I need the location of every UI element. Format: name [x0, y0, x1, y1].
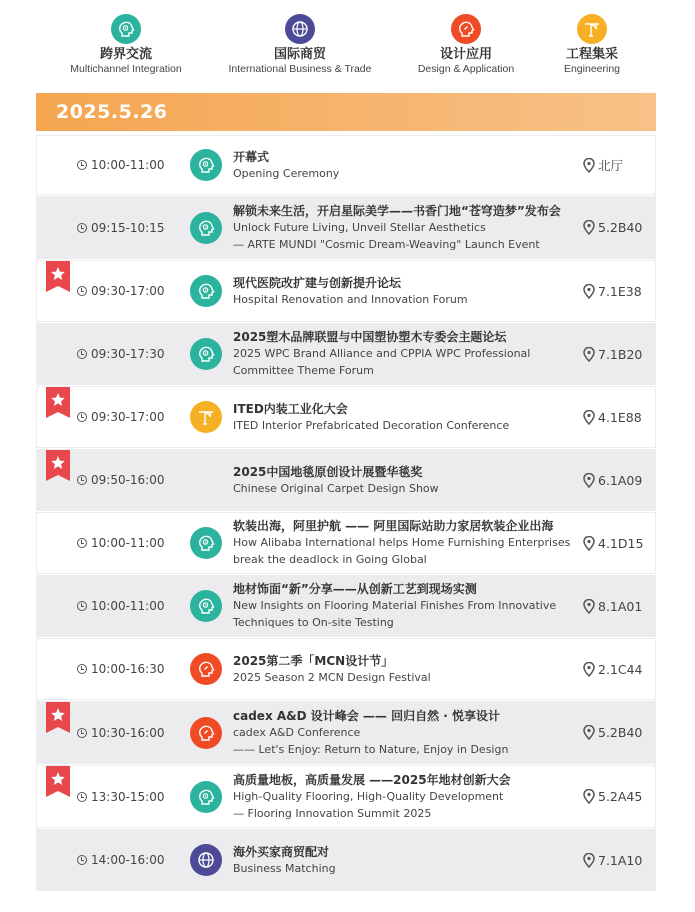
crane-icon — [577, 14, 607, 44]
event-location — [583, 136, 623, 194]
event-time-text: 09:30-17:00 — [91, 284, 165, 298]
clock-icon — [77, 286, 87, 296]
category-subtitle: Design & Application — [417, 63, 515, 75]
location-pin-icon — [583, 536, 595, 551]
star-flag-icon — [46, 702, 70, 733]
event-title-zh: 2025中国地毯原创设计展暨华毯奖 — [233, 464, 423, 479]
event-title-en: ITED Interior Prefabricated Decoration Conference — [233, 418, 510, 432]
event-info — [233, 576, 578, 636]
event-location-text: 北厅 — [598, 158, 624, 173]
date-header: 2025.5.26 — [36, 93, 656, 131]
crane-icon — [190, 401, 222, 433]
location-pin-icon — [583, 473, 595, 488]
clock-icon — [77, 160, 87, 170]
category-subtitle: International Business & Trade — [228, 63, 372, 75]
category-trade[interactable] — [225, 14, 375, 76]
event-title-en: How Alibaba International helps Home Furnishing Enterprises — [233, 536, 571, 549]
star-flag-icon — [46, 450, 70, 481]
event-time — [77, 136, 165, 194]
event-location-text: 5.2B40 — [598, 725, 643, 740]
clock-icon — [77, 475, 87, 485]
event-time-text: 13:30-15:00 — [91, 789, 165, 804]
event-location — [583, 830, 642, 890]
category-subtitle: Multichannel Integration — [70, 63, 182, 75]
head-icon — [190, 275, 222, 307]
event-title-en: 2025 WPC Brand Alliance and CPPIA WPC Professional — [233, 347, 531, 360]
star-flag-icon — [46, 766, 70, 797]
event-time — [77, 576, 165, 636]
event-location-text: 4.1E88 — [598, 409, 642, 425]
event-row[interactable] — [36, 260, 656, 322]
location-pin-icon — [583, 789, 595, 804]
event-info — [233, 450, 578, 510]
clock-icon — [77, 855, 87, 865]
event-row[interactable] — [36, 638, 656, 700]
globe-icon — [285, 14, 315, 44]
clock-icon — [77, 412, 87, 422]
event-row[interactable] — [36, 575, 656, 637]
event-time-text: 10:00-11:00 — [91, 536, 165, 550]
clock-icon — [77, 664, 87, 674]
event-info — [233, 513, 578, 573]
clock-icon — [77, 601, 87, 611]
event-location-text: 8.1A01 — [598, 598, 643, 614]
event-info — [233, 387, 578, 447]
event-time-text: 10:30-16:00 — [91, 725, 165, 740]
event-time — [77, 639, 165, 699]
event-list — [36, 135, 656, 892]
event-location — [583, 513, 643, 573]
event-title-zh: 解锁未来生活，开启星际美学——书香门地“苍穹造梦”发布会 — [233, 203, 561, 218]
event-row[interactable] — [36, 386, 656, 448]
design-icon — [190, 717, 222, 749]
location-pin-icon — [583, 410, 595, 425]
event-title-en: cadex A&D Conference — [233, 725, 361, 739]
event-info — [233, 261, 578, 321]
design-icon — [190, 653, 222, 685]
category-multichannel[interactable] — [66, 14, 186, 76]
event-time-text: 09:50-16:00 — [91, 473, 165, 487]
event-title-en-line2: — ARTE MUNDI "Cosmic Dream-Weaving" Launch Event — [233, 237, 540, 251]
event-time — [77, 513, 165, 573]
event-location — [583, 450, 642, 510]
event-title-zh: 高质量地板，高质量发展 ——2025年地材创新大会 — [233, 772, 511, 787]
head-icon — [190, 527, 222, 559]
event-location-text: 2.1C44 — [598, 661, 643, 677]
design-icon — [451, 14, 481, 44]
event-info — [233, 766, 578, 827]
event-location — [583, 387, 642, 447]
event-info — [233, 830, 578, 890]
category-title: 工程集采 — [565, 47, 618, 62]
event-location-text: 7.1B20 — [598, 346, 643, 362]
event-title-en: Hospital Renovation and Innovation Forum — [233, 292, 468, 306]
clock-icon — [77, 792, 87, 802]
event-location — [583, 639, 643, 699]
head-icon — [190, 212, 222, 244]
location-pin-icon — [583, 599, 595, 614]
event-title-zh: 现代医院改扩建与创新提升论坛 — [233, 275, 402, 290]
event-location — [583, 197, 642, 258]
event-time — [77, 702, 165, 763]
event-row[interactable] — [36, 135, 656, 195]
event-time-text: 10:00-11:00 — [91, 158, 165, 172]
event-title-zh: 软装出海，阿里护航 —— 阿里国际站助力家居软装企业出海 — [233, 519, 554, 533]
category-title: 跨界交流 — [99, 47, 152, 62]
event-title-en-line2: Committee Theme Forum — [233, 364, 374, 377]
event-title-en-line2: break the deadlock in Going Global — [233, 553, 427, 566]
event-time — [77, 197, 165, 258]
clock-icon — [77, 728, 87, 738]
event-time — [77, 766, 165, 827]
category-subtitle: Engineering — [563, 63, 621, 75]
event-title-zh: cadex A&D 设计峰会 —— 回归自然 · 悦享设计 — [233, 708, 501, 723]
event-title-en-line2: — Flooring Innovation Summit 2025 — [233, 806, 432, 820]
category-title: 设计应用 — [439, 47, 492, 62]
head-icon — [190, 149, 222, 181]
event-info — [233, 639, 578, 699]
head-icon — [190, 781, 222, 813]
event-location — [583, 766, 642, 827]
head-icon — [111, 14, 141, 44]
event-location — [583, 576, 642, 636]
star-flag-icon — [46, 261, 70, 292]
event-location-text: 5.2B40 — [598, 220, 643, 235]
event-time-text: 09:30-17:00 — [91, 410, 165, 424]
event-location — [583, 261, 642, 321]
event-title-zh: 2025塑木品牌联盟与中国塑协塑木专委会主题论坛 — [233, 330, 507, 344]
event-title-en: Opening Ceremony — [233, 166, 340, 180]
event-row[interactable] — [36, 829, 656, 891]
star-flag-icon — [46, 387, 70, 418]
event-time — [77, 387, 165, 447]
event-time-text: 14:00-16:00 — [91, 853, 165, 867]
event-time — [77, 261, 165, 321]
event-location-text: 7.1E38 — [598, 283, 642, 299]
head-icon — [190, 338, 222, 370]
category-design[interactable] — [406, 14, 526, 76]
location-pin-icon — [583, 853, 595, 868]
event-title-en: New Insights on Flooring Material Finishes From Innovative — [233, 599, 557, 612]
event-title-en: Chinese Original Carpet Design Show — [233, 481, 439, 495]
event-title-zh: 2025第二季「MCN设计节」 — [233, 653, 394, 668]
event-title-en: Business Matching — [233, 861, 336, 875]
event-title-en: 2025 Season 2 MCN Design Festival — [233, 670, 431, 684]
head-icon — [190, 590, 222, 622]
event-row[interactable] — [36, 196, 656, 259]
category-title: 国际商贸 — [273, 47, 326, 62]
event-info — [233, 197, 578, 258]
location-pin-icon — [583, 347, 595, 362]
event-info — [233, 702, 578, 763]
event-row[interactable] — [36, 701, 656, 764]
clock-icon — [77, 538, 87, 548]
category-engineering[interactable] — [546, 14, 638, 76]
event-time-text: 10:00-11:00 — [91, 599, 165, 613]
event-title-zh: ITED内装工业化大会 — [233, 401, 348, 416]
event-location-text: 4.1D15 — [598, 535, 644, 551]
category-legend — [0, 0, 695, 93]
event-title-zh: 开幕式 — [233, 149, 270, 164]
event-location-text: 6.1A09 — [598, 472, 643, 488]
location-pin-icon — [583, 662, 595, 677]
location-pin-icon — [583, 284, 595, 299]
event-time — [77, 830, 165, 890]
globe-icon — [190, 844, 222, 876]
event-info — [233, 136, 578, 194]
event-location-text: 7.1A10 — [598, 852, 643, 868]
event-title-en-line2: Techniques to On-site Testing — [233, 616, 394, 629]
event-time-text: 10:00-16:30 — [91, 662, 165, 676]
event-row[interactable] — [36, 512, 656, 574]
event-row[interactable] — [36, 449, 656, 511]
event-row[interactable] — [36, 765, 656, 828]
event-location — [583, 324, 642, 384]
event-time-text: 09:30-17:30 — [91, 347, 165, 361]
clock-icon — [77, 349, 87, 359]
event-time-text: 09:15-10:15 — [91, 220, 165, 235]
event-time — [77, 324, 165, 384]
event-title-en: Unlock Future Living, Unveil Stellar Aesthetics — [233, 220, 486, 234]
event-row[interactable] — [36, 323, 656, 385]
event-location-text: 5.2A45 — [598, 789, 643, 804]
event-info — [233, 324, 578, 384]
event-title-en: High-Quality Flooring, High-Quality Development — [233, 789, 504, 803]
event-title-en-line2: —— Let's Enjoy: Return to Nature, Enjoy in Design — [233, 742, 509, 756]
location-pin-icon — [583, 220, 595, 235]
event-title-zh: 海外买家商贸配对 — [233, 844, 330, 859]
location-pin-icon — [583, 725, 595, 740]
event-time — [77, 450, 165, 510]
clock-icon — [77, 223, 87, 233]
event-location — [583, 702, 642, 763]
event-title-zh: 地材饰面“新”分享——从创新工艺到现场实测 — [233, 582, 477, 596]
location-pin-icon — [583, 158, 595, 173]
